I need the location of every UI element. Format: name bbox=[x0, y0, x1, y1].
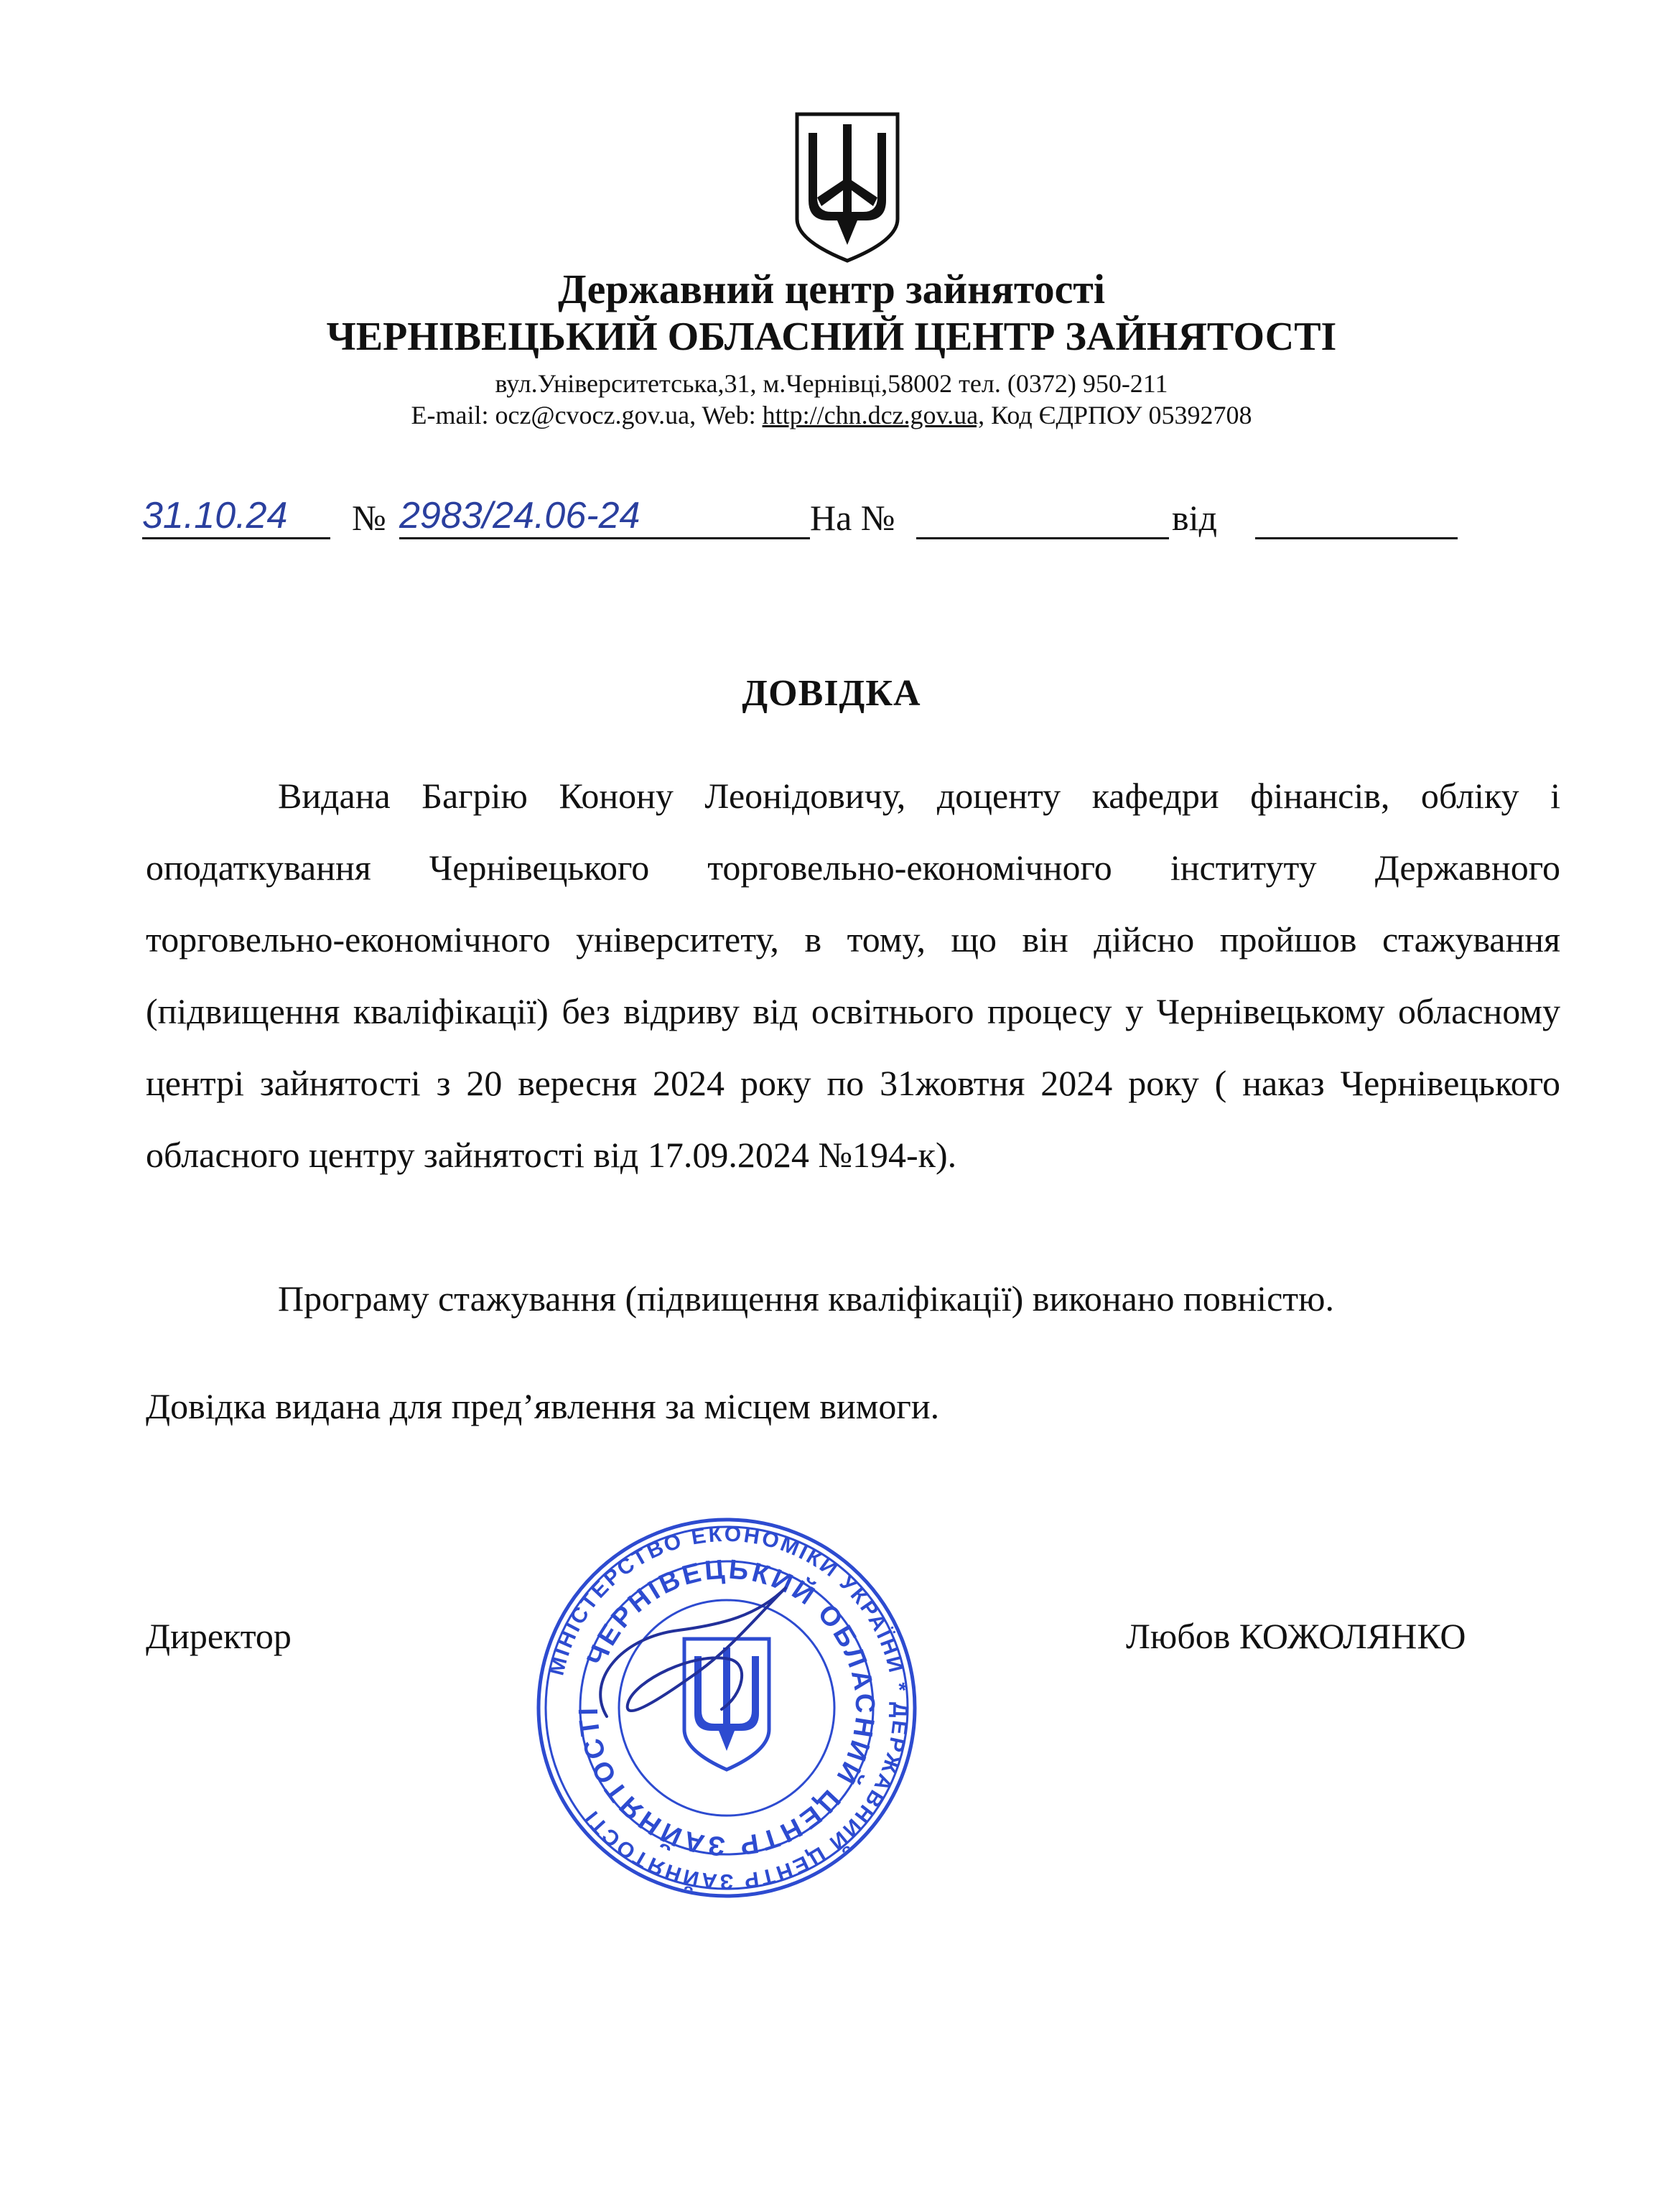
org-parent: Державний центр зайнятості bbox=[558, 266, 1105, 312]
web-link[interactable]: http://chn.dcz.gov.ua, bbox=[762, 401, 985, 429]
outgoing-date: 31.10.24 bbox=[142, 495, 288, 536]
email-label: E-mail: ocz@cvocz.gov.ua, Web: bbox=[411, 401, 763, 429]
handwritten-signature bbox=[578, 1573, 815, 1745]
edrpou-code: Код ЄДРПОУ 05392708 bbox=[984, 401, 1252, 429]
org-contacts bbox=[0, 399, 1663, 431]
reply-label: На № bbox=[810, 498, 895, 538]
signer-name: Любов КОЖОЛЯНКО bbox=[1126, 1616, 1466, 1656]
program-completed: Програму стажування (підвищення кваліфікації) виконано повністю. bbox=[278, 1278, 1334, 1319]
stamp-inner-text: ЧЕРНІВЕЦЬКИЙ ОБЛАСНИЙ ЦЕНТР ЗАЙНЯТОСТІ bbox=[573, 1554, 880, 1862]
issued-for: Довідка видана для пред’явлення за місцем вимоги. bbox=[146, 1386, 940, 1426]
from-label: від bbox=[1172, 498, 1217, 538]
certificate-body: Видана Багрію Конону Леонідовичу, доценту кафедри фінансів, обліку і оподаткування Чернівецького торговельно-економічного інституту Державного торговельно-економічного університету, в тому, що він дійсно пройшов стажування (підвищення кваліфікації) без відриву від освітнього процесу у Чернівецькому обласному центрі зайнятості з 20 вересня 2024 року по 31жовтня 2024 року ( наказ Чернівецького обласного центру зайнятості від 17.09.2024 №194-к). bbox=[146, 776, 1560, 1175]
number-label: № bbox=[352, 498, 386, 538]
tryzub-icon bbox=[793, 111, 902, 264]
signer-position: Директор bbox=[146, 1616, 292, 1656]
org-name: ЧЕРНІВЕЦЬКИЙ ОБЛАСНИЙ ЦЕНТР ЗАЙНЯТОСТІ bbox=[326, 315, 1337, 359]
stamp-outer-text: МІНІСТЕРСТВО ЕКОНОМІКИ УКРАЇНИ * ДЕРЖАВНИЙ ЦЕНТР ЗАЙНЯТОСТІ bbox=[544, 1522, 913, 1894]
outgoing-number: 2983/24.06-24 bbox=[399, 495, 640, 536]
document-title: ДОВІДКА bbox=[742, 673, 921, 714]
org-address: вул.Університетська,31, м.Чернівці,58002 тел. (0372) 950-211 bbox=[495, 369, 1168, 398]
